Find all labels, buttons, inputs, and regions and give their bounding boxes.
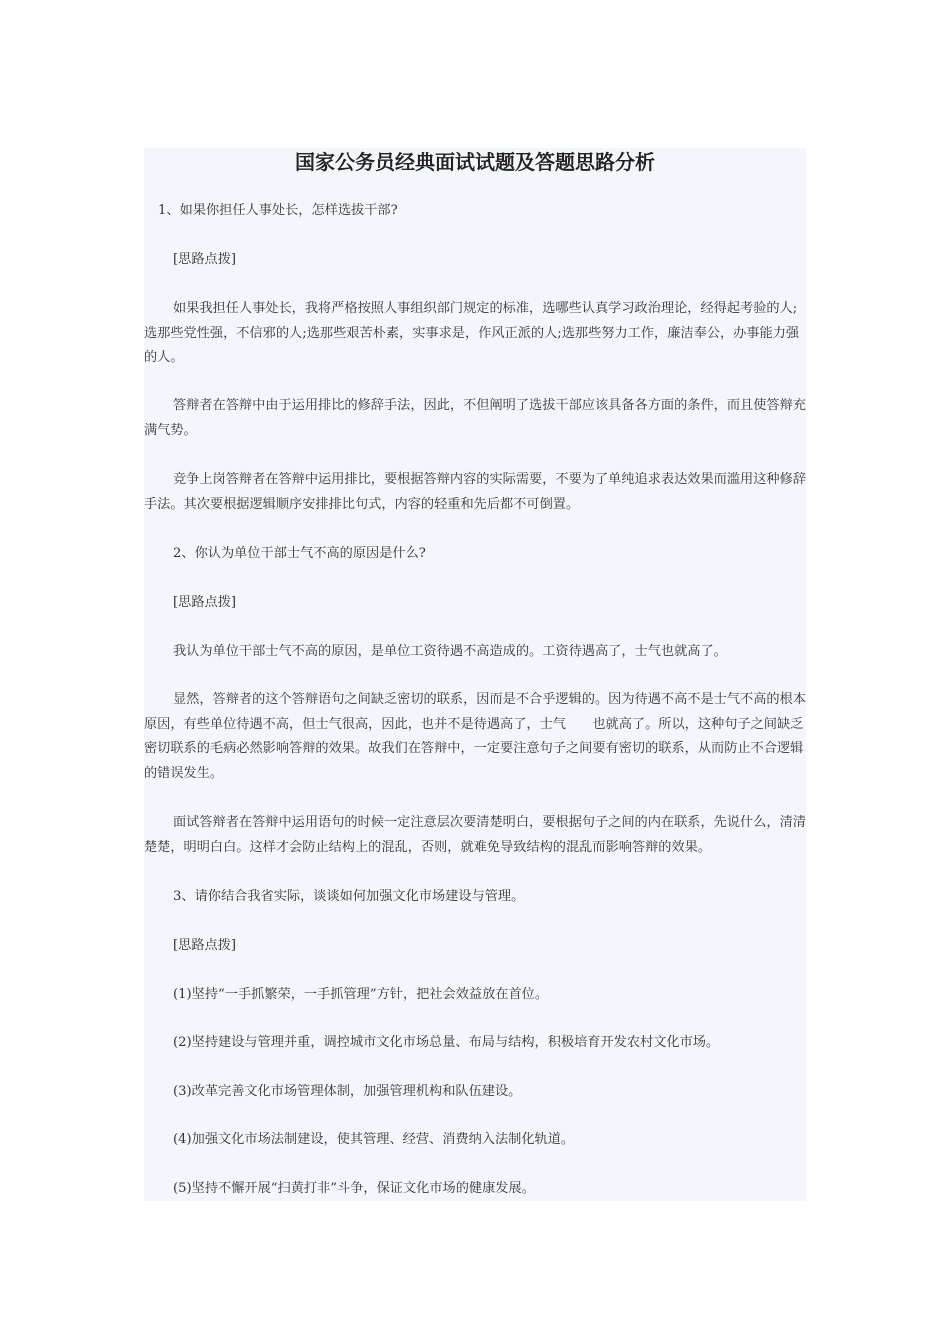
- answer-point-1: (1)坚持“一手抓繁荣，一手抓管理”方针，把社会效益放在首位。: [173, 987, 549, 1002]
- analysis-paragraph-1: 答辩者在答辩中由于运用排比的修辞手法，因此，不但阐明了选拔干部应该具备各方面的条件，而且使答辩充满气势。: [144, 398, 806, 438]
- answer-paragraph-1: 如果我担任人事处长，我将严格按照人事组织部门规定的标准，选哪些认真学习政治理论，经得起考验的人;选那些党性强，不信邪的人;选那些艰苦朴素，实事求是，作风正派的人;选那些努力工作，廉洁奉公，办事能力强的人。: [144, 301, 800, 365]
- analysis-paragraph-3: 显然，答辩者的这个答辩语句之间缺乏密切的联系，因而是不合乎逻辑的。因为待遇不高不是士气不高的根本原因，有些单位待遇不高，但士气很高，因此，也并不是待遇高了，士气 也就高了。所以，这种句子之间缺乏密切联系的毛病必然影响答辩的效果。故我们在答辩中，一定要注意句子之间要有密切的联系，从而防止不合逻辑的错误发生。: [144, 692, 806, 781]
- question-1: 1、如果你担任人事处长，怎样选拔干部?: [158, 203, 398, 218]
- answer-point-2: (2)坚持建设与管理并重，调控城市文化市场总量、布局与结构，积极培育开发农村文化市场。: [173, 1035, 720, 1050]
- hint-label-2: [思路点拨]: [173, 595, 237, 610]
- question-3: 3、请你结合我省实际，谈谈如何加强文化市场建设与管理。: [173, 889, 525, 904]
- analysis-paragraph-4: 面试答辩者在答辩中运用语句的时候一定注意层次要清楚明白，要根据句子之间的内在联系，先说什么，清清楚楚，明明白白。这样才会防止结构上的混乱，否则，就难免导致结构的混乱而影响答辩的效果。: [144, 815, 806, 855]
- answer-paragraph-2: 我认为单位干部士气不高的原因，是单位工资待遇不高造成的。工资待遇高了，士气也就高了。: [173, 644, 727, 659]
- hint-label-3: [思路点拨]: [173, 938, 237, 953]
- question-2: 2、你认为单位干部士气不高的原因是什么?: [173, 546, 426, 561]
- answer-point-3: (3)改革完善文化市场管理体制，加强管理机构和队伍建设。: [173, 1084, 522, 1099]
- analysis-paragraph-2: 竞争上岗答辩者在答辩中运用排比，要根据答辩内容的实际需要，不要为了单纯追求表达效果而滥用这种修辞手法。其次要根据逻辑顺序安排排比句式，内容的轻重和先后都不可倒置。: [144, 472, 806, 512]
- answer-point-5: (5)坚持不懈开展“扫黄打非”斗争，保证文化市场的健康发展。: [173, 1181, 535, 1196]
- answer-point-4: (4)加强文化市场法制建设，使其管理、经营、消费纳入法制化轨道。: [173, 1132, 575, 1147]
- hint-label-1: [思路点拨]: [173, 252, 237, 267]
- document-title: 国家公务员经典面试试题及答题思路分析: [295, 150, 655, 174]
- document-content-panel: [144, 148, 806, 1201]
